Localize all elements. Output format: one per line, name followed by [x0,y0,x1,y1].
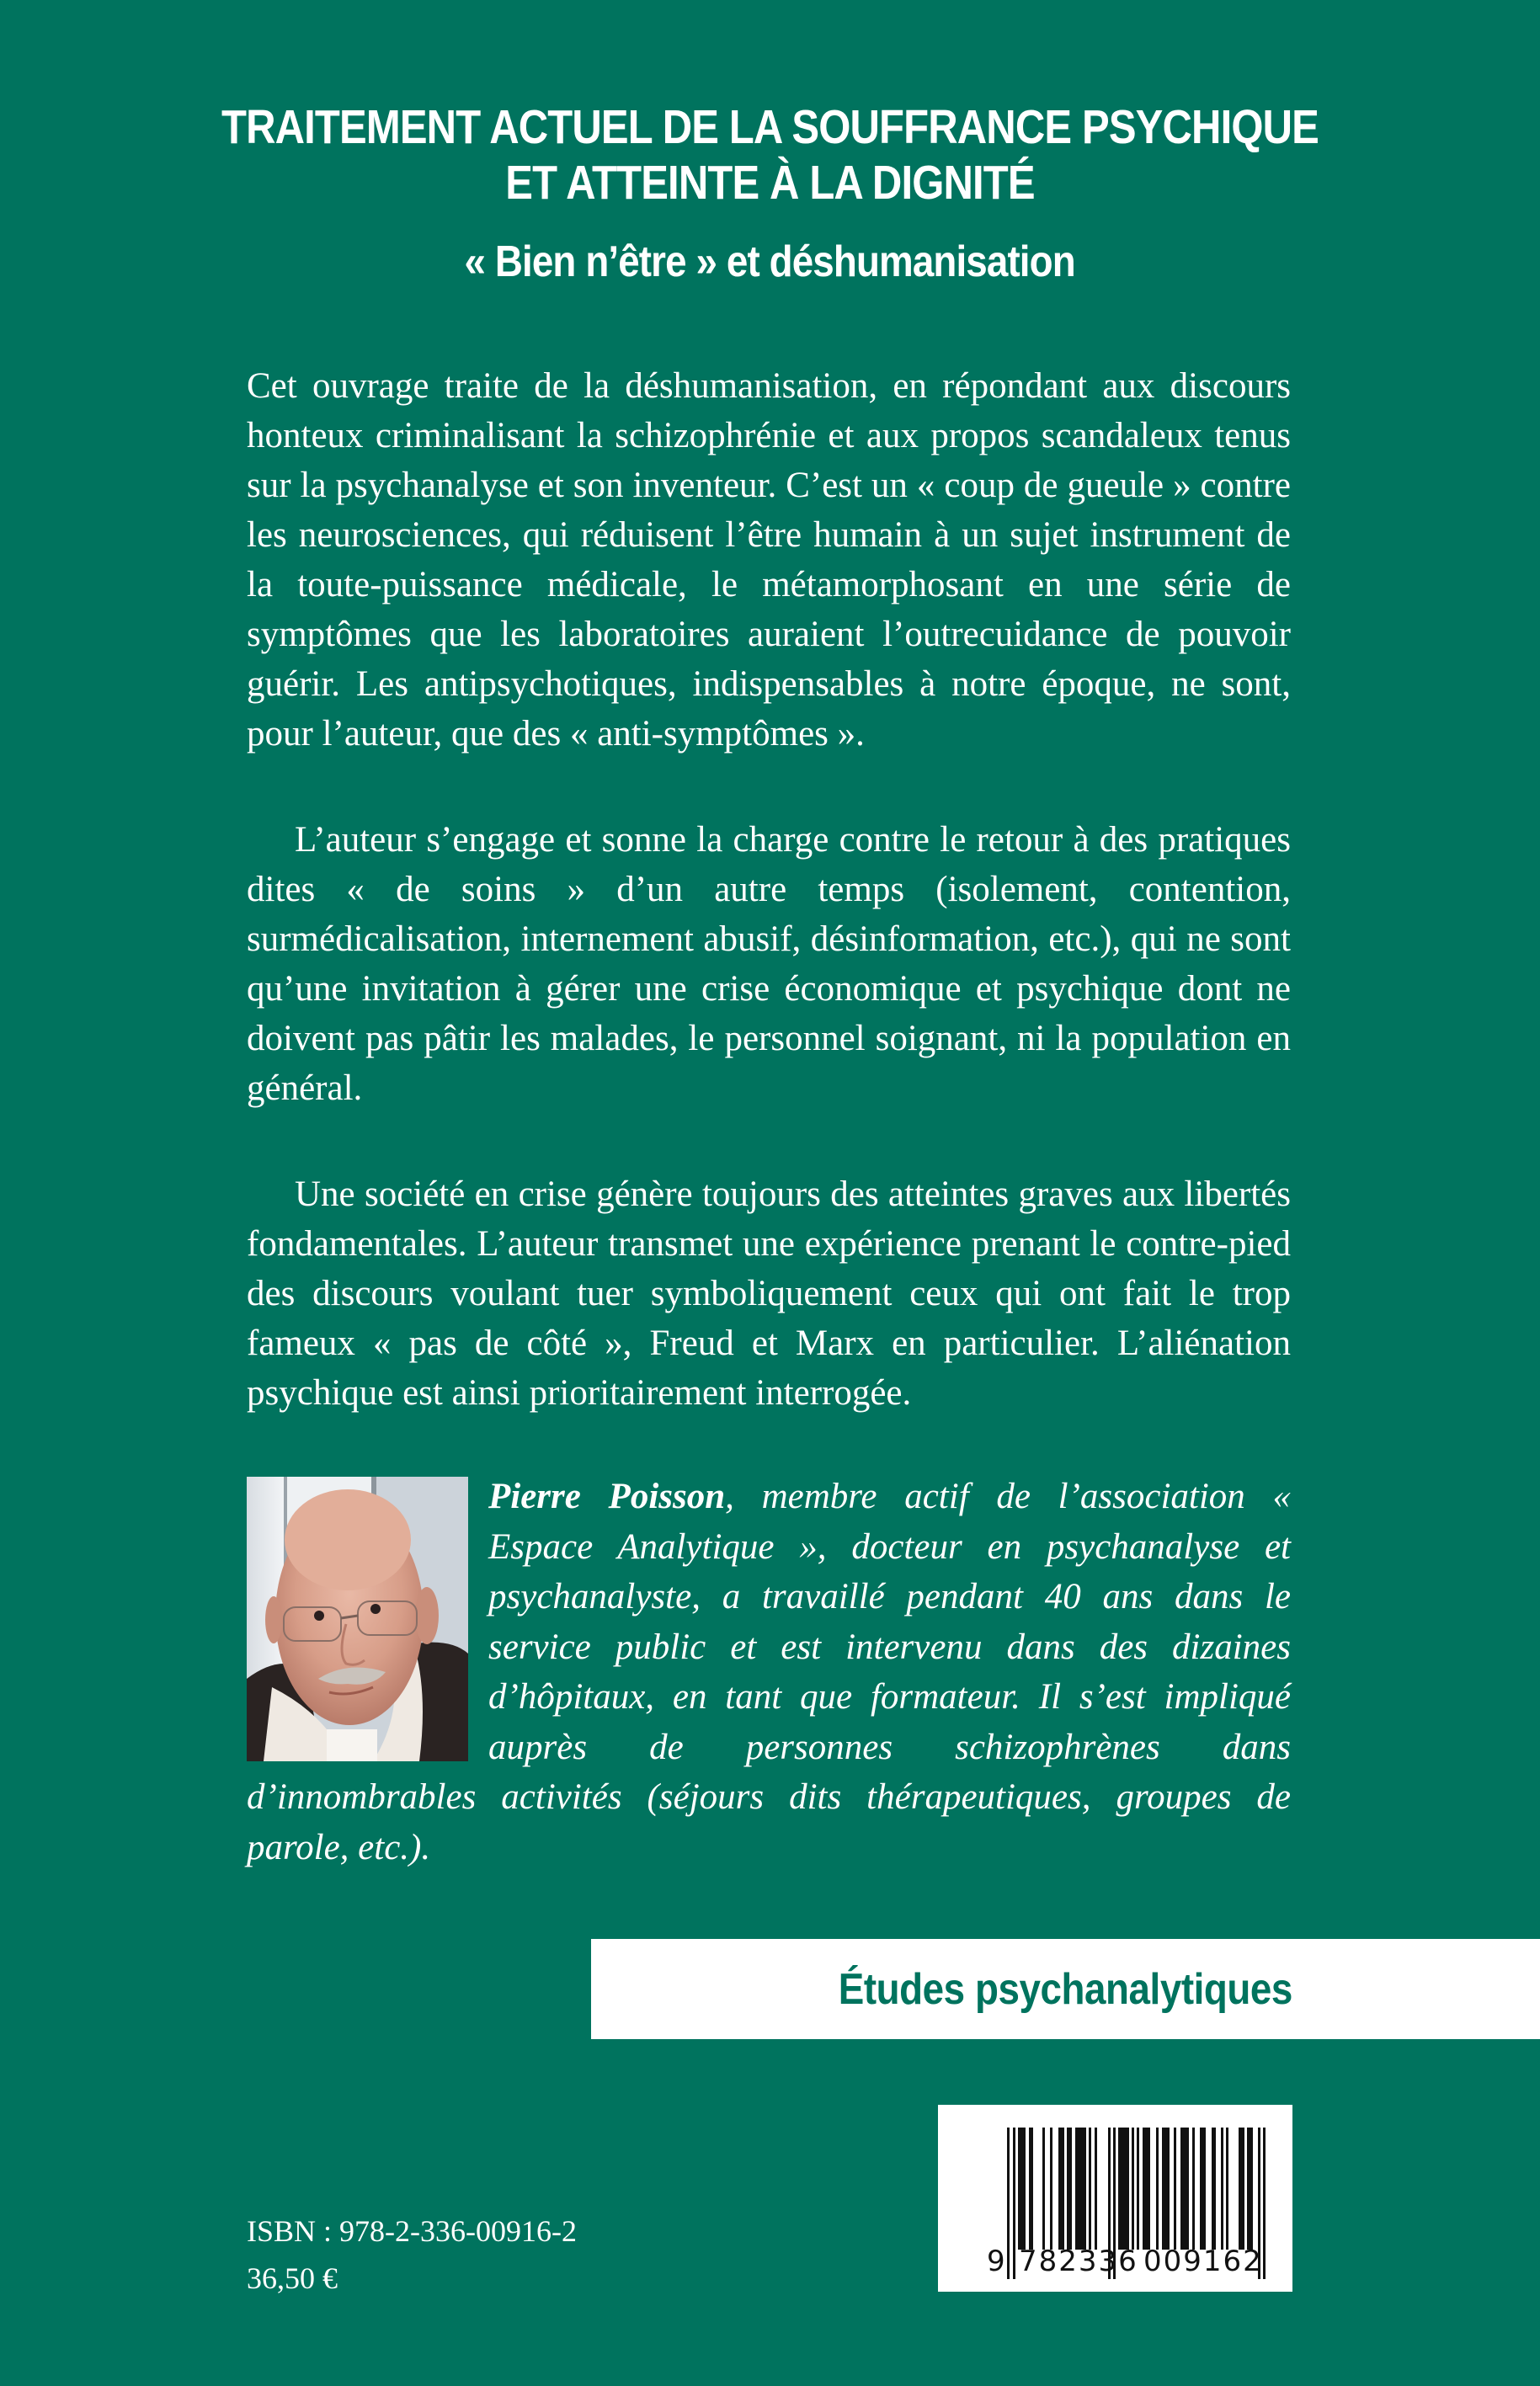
barcode-left-digits: 782336 [1019,2245,1138,2278]
author-bio-text: , membre actif de l’association « Espace Analytique », docteur en psychanalyse et psychanalyste, a travaillé pendant 40 ans dans le service public et est intervenu dans des dizaines d’hôpitaux, en tant que formateur. Il s’est impliqué auprès de personnes schizophrènes dans d’innombrables activités (séjours dits thérapeutiques, groupes de parole, etc.). [247,1477,1291,1867]
blurb-paragraph-1 [247,361,1291,759]
isbn: ISBN : 978-2-336-00916-2 [247,2214,577,2248]
title-line-1: TRAITEMENT ACTUEL DE LA SOUFFRANCE PSYCHIQUE [221,100,1319,154]
barcode-first-digit: 9 [987,2245,1005,2278]
price: 36,50 € [247,2261,338,2295]
photo-spacer [247,1472,488,1768]
barcode-number [938,2105,1292,2292]
subtitle-text: « Bien n’être » et déshumanisation [464,237,1076,286]
blurb-text-2: L’auteur s’engage et sonne la charge contre le retour à des pratiques dites « de soins » d’un autre temps (isolement, contention, surmédicalisation, internement abusif, désinformation, etc.), qui ne sont qu’une invitation à gérer une crise économique et psychique dont ne doivent pas pâtir les malades, le personnel soignant, ni la population en général. [247,820,1291,1108]
author-bio [247,1472,1291,1872]
book-title [0,99,1540,210]
barcode [938,2105,1292,2292]
blurb-paragraph-3 [247,1169,1291,1418]
series-label: Études psychanalytiques [838,1964,1293,2014]
book-subtitle [0,236,1540,288]
blurb-text-1: Cet ouvrage traite de la déshumanisation, en répondant aux discours honteux criminalisant la schizophrénie et aux propos scandaleux tenus sur la psychanalyse et son inventeur. C’est un « coup de gueule » contre les neurosciences, qui réduisent l’être humain à un sujet instrument de la toute-puissance médicale, le métamorphosant en une série de symptômes que les laboratoires auraient l’outrecuidance de pouvoir guérir. Les antipsychotiques, indispensables à notre époque, ne sont, pour l’auteur, que des « anti-symptômes ». [247,366,1291,754]
blurb-text-3: Une société en crise génère toujours des atteintes graves aux libertés fondamentales. L’auteur transmet une expérience prenant le contre-pied des discours voulant tuer symboliquement ceux qui ont fait le trop fameux « pas de côté », Freud et Marx en particulier. L’aliénation psychique est ainsi prioritairement interrogée. [247,1174,1291,1413]
barcode-right-digits: 009162 [1143,2245,1263,2278]
author-name: Pierre Poisson [488,1477,726,1516]
title-line-2: ET ATTEINTE À LA DIGNITÉ [505,156,1035,210]
series-banner [591,1939,1540,2039]
blurb-paragraph-2 [247,815,1291,1113]
